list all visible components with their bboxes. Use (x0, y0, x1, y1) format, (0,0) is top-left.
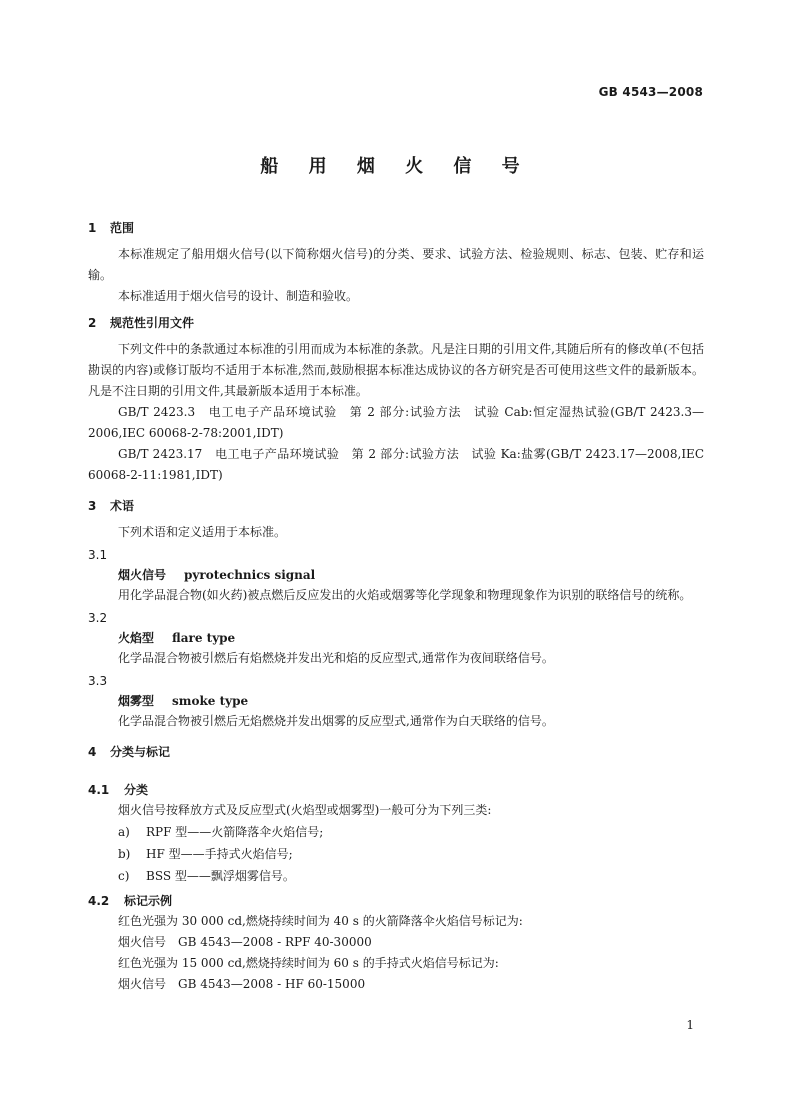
term-definition: 化学品混合物被引燃后无焰燃烧并发出烟雾的反应型式,通常作为白天联络的信号。 (118, 714, 554, 728)
section-title: 规范性引用文件 (110, 316, 195, 330)
section-number: 1 (88, 221, 97, 235)
list-label: a) (118, 825, 130, 839)
term-english: smoke type (172, 694, 249, 708)
list-item (88, 843, 704, 865)
subsection-heading-classification (88, 780, 704, 800)
section-number: 4 (88, 745, 97, 759)
list-label: b) (118, 847, 131, 861)
term-english: pyrotechnics signal (184, 568, 316, 582)
subsection-number: 4.1 (88, 783, 110, 797)
section-heading-scope (88, 218, 704, 238)
list-item (88, 865, 704, 887)
document-title: 船 用 烟 火 信 号 (260, 156, 532, 177)
subsection-heading-marking-examples (88, 891, 704, 911)
term-chinese: 火焰型 (118, 631, 155, 645)
term-entry (88, 628, 704, 648)
clause-number: 3.2 (88, 611, 108, 625)
section-title: 范围 (110, 221, 135, 235)
marking-example: 烟火信号 GB 4543—2008 - RPF 40-30000 (118, 935, 372, 949)
standard-code: GB 4543—2008 (598, 85, 703, 99)
paragraph: 本标准规定了船用烟火信号(以下简称烟火信号)的分类、要求、试验方法、检验规则、标志、包装、贮存和运输。 (88, 247, 704, 282)
paragraph: 烟火信号按释放方式及反应型式(火焰型或烟雾型)一般可分为下列三类: (118, 803, 492, 817)
reference-entry: GB/T 2423.17 电工电子产品环境试验 第 2 部分:试验方法 试验 Ka:盐雾(GB/T 2423.17—2008,IEC 60068-2-11:1981,IDT) (88, 447, 704, 482)
list-item (88, 821, 704, 843)
section-heading-classification (88, 742, 704, 762)
section-number: 3 (88, 499, 97, 513)
term-english: flare type (172, 631, 236, 645)
paragraph: 红色光强为 15 000 cd,燃烧持续时间为 60 s 的手持式火焰信号标记为: (118, 956, 499, 970)
term-definition: 化学品混合物被引燃后有焰燃烧并发出光和焰的反应型式,通常作为夜间联络信号。 (118, 651, 554, 665)
paragraph: 本标准适用于烟火信号的设计、制造和验收。 (118, 289, 359, 303)
page-number: 1 (686, 1018, 694, 1032)
term-chinese: 烟火信号 (118, 568, 167, 582)
section-heading-normative-references (88, 313, 704, 333)
section-heading-terms (88, 496, 704, 516)
subsection-title: 分类 (124, 783, 149, 797)
marking-example: 烟火信号 GB 4543—2008 - HF 60-15000 (118, 977, 366, 991)
list-text: HF 型——手持式火焰信号; (146, 847, 293, 861)
section-title: 术语 (110, 499, 135, 513)
subsection-number: 4.2 (88, 894, 110, 908)
list-text: BSS 型——飘浮烟雾信号。 (146, 869, 295, 883)
reference-entry: GB/T 2423.3 电工电子产品环境试验 第 2 部分:试验方法 试验 Cab:恒定湿热试验(GB/T 2423.3—2006,IEC 60068-2-78:2001,IDT) (88, 405, 704, 440)
section-number: 2 (88, 316, 97, 330)
clause-number: 3.1 (88, 548, 108, 562)
list-label: c) (118, 869, 130, 883)
term-definition: 用化学品混合物(如火药)被点燃后反应发出的火焰或烟雾等化学现象和物理现象作为识别的联络信号的统称。 (118, 588, 692, 602)
document-body (88, 212, 704, 995)
term-entry (88, 565, 704, 585)
list-text: RPF 型——火箭降落伞火焰信号; (146, 825, 324, 839)
subsection-title: 标记示例 (124, 894, 173, 908)
term-chinese: 烟雾型 (118, 694, 155, 708)
term-entry (88, 691, 704, 711)
paragraph: 下列术语和定义适用于本标准。 (118, 525, 287, 539)
paragraph: 下列文件中的条款通过本标准的引用而成为本标准的条款。凡是注日期的引用文件,其随后所有的修改单(不包括勘误的内容)或修订版均不适用于本标准,然而,鼓励根据本标准达成协议的各方研究是否可使用这些文件的最新版本。凡是不注日期的引用文件,其最新版本适用于本标准。 (88, 342, 704, 398)
section-title: 分类与标记 (110, 745, 171, 759)
paragraph: 红色光强为 30 000 cd,燃烧持续时间为 40 s 的火箭降落伞火焰信号标记为: (118, 914, 523, 928)
clause-number: 3.3 (88, 674, 108, 688)
